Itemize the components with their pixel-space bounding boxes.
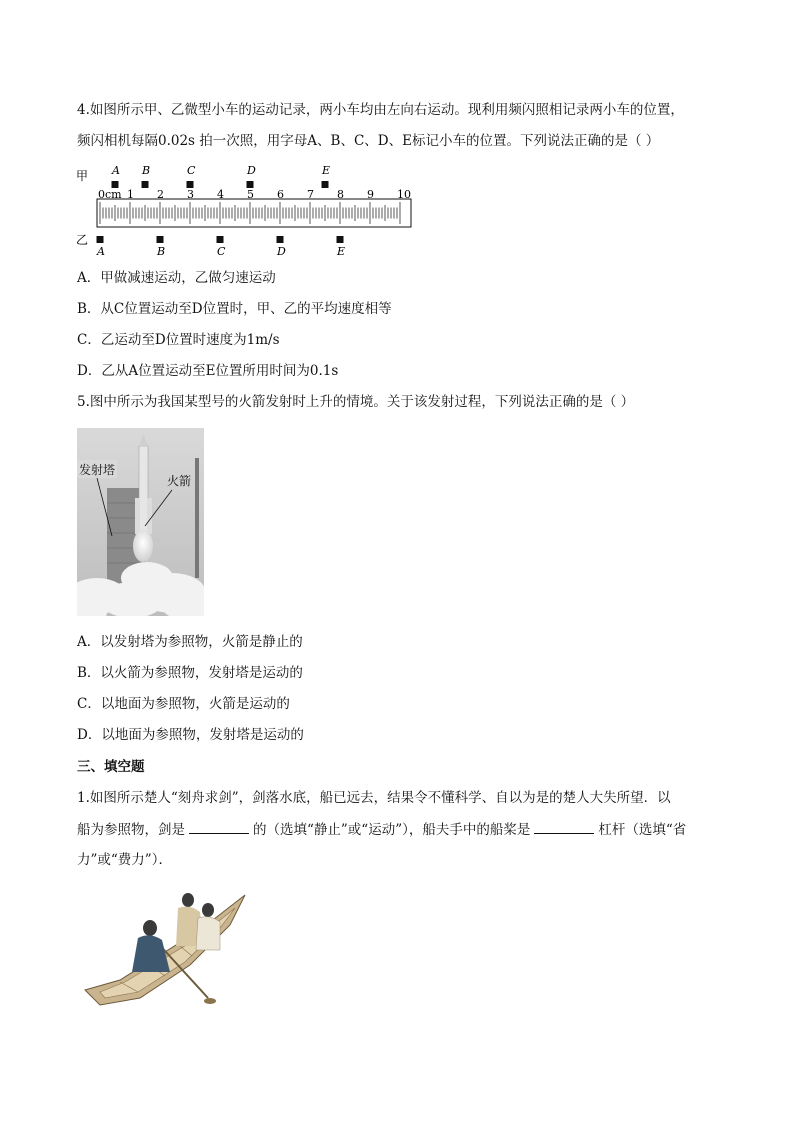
bottom-car-mark [97,236,104,243]
bottom-mark-label: A [97,245,105,258]
q4-option-d: D．乙从A位置运动至E位置所用时间为0.1s [77,363,339,379]
q5-option-c: C．以地面为参照物，火箭是运动的 [77,696,290,712]
bottom-mark-label: E [337,245,346,258]
ruler-tick-label: 0cm [98,188,122,201]
label-yi: 乙 [76,233,89,247]
top-car-mark [112,181,119,188]
top-mark-label: A [112,164,120,177]
fill-q1-line1: 1.如图所示楚人“刻舟求剑”，剑落水底，船已远去，结果令不懂科学、自以为是的楚人大失所望．以 [77,790,671,806]
q4-stem-line2: 频闪相机每隔0.02s 拍一次照，用字母A、B、C、D、E标记小车的位置。下列说法正确的是（ ） [77,133,660,149]
label-rocket: 火箭 [167,474,192,488]
fill-q1-line3: 力”或“费力”）． [77,852,172,868]
boat-illustration [80,880,250,1010]
top-car-mark [142,181,149,188]
bottom-car-mark [277,236,284,243]
fill-q1-line2 [77,819,686,840]
top-mark-label: C [187,164,196,177]
q5-stem: 5.图中所示为我国某型号的火箭发射时上升的情境。关于该发射过程，下列说法正确的是（ ） [77,394,635,410]
ruler-tick-label: 5 [247,188,254,201]
ruler-figure [76,160,421,260]
q4-option-a: A．甲做减速运动，乙做匀速运动 [77,270,276,286]
bottom-mark-label: C [217,245,226,258]
ruler-tick-label: 4 [217,188,224,201]
top-mark-label: B [142,164,151,177]
rocket-launch-photo [77,428,204,616]
fill-q1-text-a: 船为参照物，剑是 [77,822,185,838]
ruler-tick-label: 2 [157,188,164,201]
ruler-tick-label: 3 [187,188,194,201]
q4-stem-line1: 4.如图所示甲、乙微型小车的运动记录，两小车均由左向右运动。现利用频闪照相记录两小车的位置， [77,102,684,118]
answer-blank-2[interactable] [534,819,594,834]
top-mark-label: E [322,164,331,177]
top-mark-label: D [247,164,256,177]
q5-option-a: A．以发射塔为参照物，火箭是静止的 [77,634,303,650]
fill-q1-text-c: 杠杆（选填“省 [598,822,687,838]
ruler-tick-label: 7 [307,188,314,201]
ruler-tick-label: 10 [397,188,411,201]
top-car-mark [187,181,194,188]
q5-option-b: B．以火箭为参照物，发射塔是运动的 [77,665,303,681]
fill-q1-text-b: 的（选填“静止”或“运动”），船夫手中的船桨是 [253,822,531,838]
answer-blank-1[interactable] [189,819,249,834]
top-car-mark [322,181,329,188]
bottom-mark-label: B [157,245,166,258]
q4-option-b: B．从C位置运动至D位置时，甲、乙的平均速度相等 [77,301,392,317]
bottom-car-mark [217,236,224,243]
section-heading: 三、填空题 [77,759,145,775]
label-jia: 甲 [76,169,89,183]
bottom-mark-label: D [277,245,286,258]
q4-option-c: C．乙运动至D位置时速度为1m/s [77,332,280,348]
ruler-tick-label: 8 [337,188,344,201]
top-car-mark [247,181,254,188]
ruler-tick-label: 6 [277,188,284,201]
bottom-car-mark [337,236,344,243]
ruler-tick-label: 1 [127,188,134,201]
bottom-car-mark [157,236,164,243]
q5-option-d: D．以地面为参照物，发射塔是运动的 [77,727,304,743]
ruler-tick-label: 9 [367,188,374,201]
label-launch-tower: 发射塔 [79,463,116,477]
